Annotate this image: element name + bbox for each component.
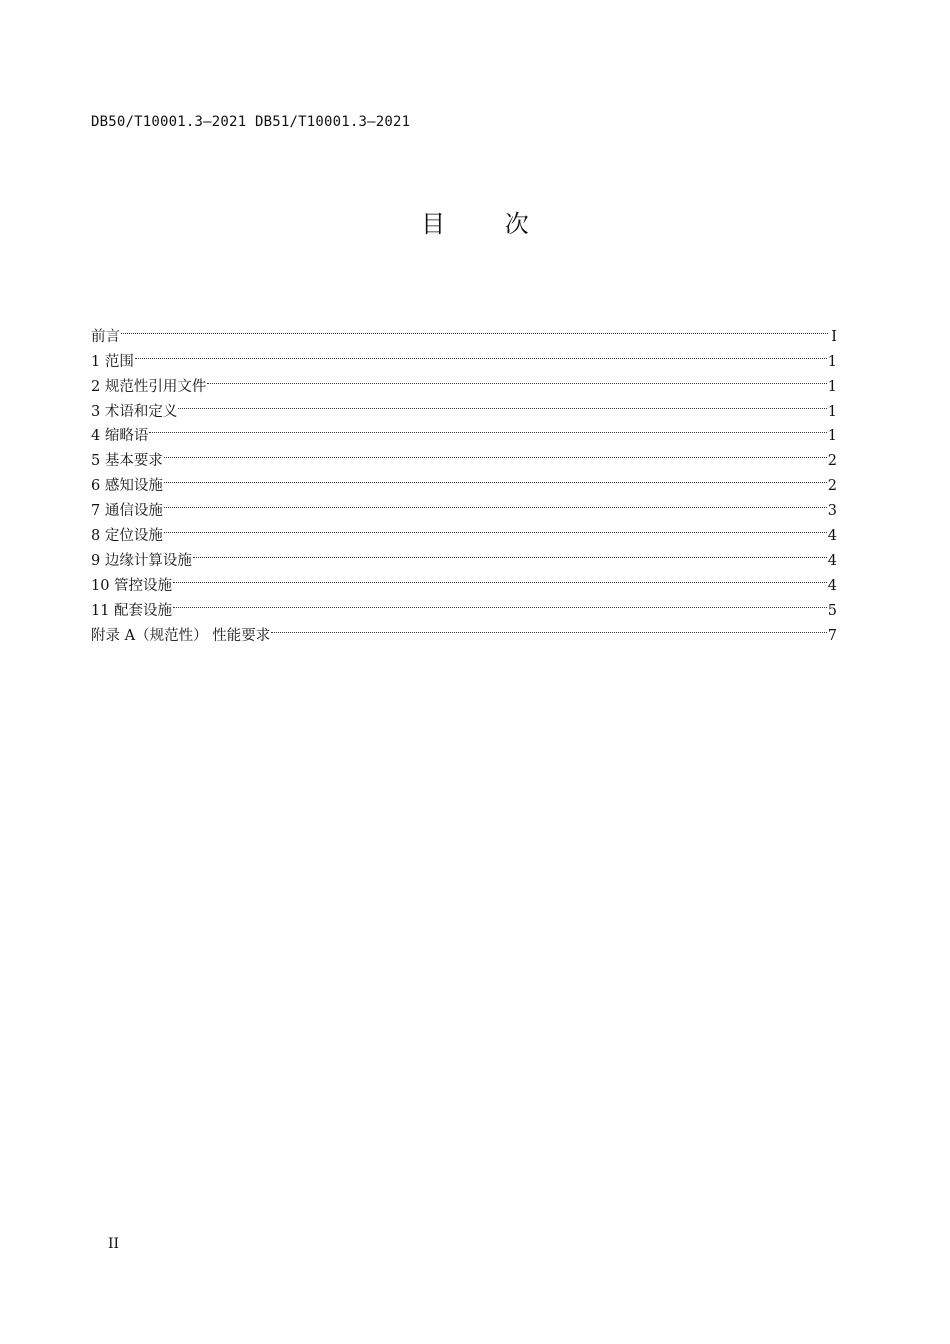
toc-item-page: 3 <box>827 503 837 520</box>
toc-item-page: 1 <box>827 428 837 445</box>
toc-item-page: 7 <box>827 627 837 644</box>
toc-item-appendix-a[interactable] <box>91 615 837 644</box>
toc-item-normative-references[interactable] <box>91 366 837 395</box>
toc-item-sensing-facilities[interactable] <box>91 465 837 495</box>
toc-dot-leader <box>271 615 827 640</box>
toc-item-label: 9 边缘计算设施 <box>91 552 192 569</box>
toc-item-page: I <box>831 328 837 345</box>
toc-item-label: 2 规范性引用文件 <box>91 378 207 395</box>
toc-dot-leader <box>193 540 827 565</box>
toc-dot-leader <box>149 416 826 441</box>
toc-dot-leader <box>164 440 827 465</box>
toc-dot-leader <box>178 391 826 416</box>
toc-dot-leader <box>121 316 828 341</box>
toc-dot-leader <box>135 341 827 366</box>
document-header: DB50/T10001.3—2021 DB51/T10001.3—2021 <box>91 114 411 130</box>
toc-item-page: 4 <box>827 528 837 545</box>
toc-dot-leader <box>173 590 827 615</box>
toc-item-label: 附录 A（规范性） 性能要求 <box>91 627 271 644</box>
toc-item-label: 8 定位设施 <box>91 528 163 545</box>
table-of-contents <box>91 316 837 644</box>
toc-item-control-facilities[interactable] <box>91 565 837 594</box>
toc-item-page: 4 <box>827 577 837 594</box>
toc-item-page: 2 <box>827 478 837 495</box>
toc-dot-leader <box>164 515 827 540</box>
toc-item-label: 3 术语和定义 <box>91 403 178 420</box>
toc-item-scope[interactable] <box>91 341 837 370</box>
toc-item-page: 1 <box>827 378 837 395</box>
toc-item-foreword[interactable] <box>91 316 837 345</box>
toc-item-label: 7 通信设施 <box>91 503 163 520</box>
toc-dot-leader <box>164 490 827 515</box>
toc-item-page: 1 <box>827 353 837 370</box>
toc-item-abbreviations[interactable] <box>91 416 837 445</box>
toc-item-label: 4 缩略语 <box>91 428 149 445</box>
toc-item-label: 10 管控设施 <box>91 577 173 594</box>
toc-item-communication-facilities[interactable] <box>91 490 837 520</box>
page-number: II <box>108 1236 120 1252</box>
toc-item-label: 1 范围 <box>91 353 134 370</box>
toc-dot-leader <box>173 565 827 590</box>
toc-item-page: 2 <box>827 453 837 470</box>
toc-item-label: 11 配套设施 <box>91 602 173 619</box>
toc-item-basic-requirements[interactable] <box>91 440 837 470</box>
toc-item-terms-definitions[interactable] <box>91 391 837 420</box>
toc-item-page: 5 <box>827 602 837 619</box>
page-title: 目 次 <box>421 210 555 238</box>
toc-item-supporting-facilities[interactable] <box>91 590 837 619</box>
toc-item-label: 5 基本要求 <box>91 453 163 470</box>
toc-dot-leader <box>207 366 826 391</box>
toc-item-edge-computing-facilities[interactable] <box>91 540 837 569</box>
toc-item-positioning-facilities[interactable] <box>91 515 837 545</box>
toc-dot-leader <box>164 465 827 490</box>
toc-item-label: 6 感知设施 <box>91 478 163 495</box>
toc-item-page: 1 <box>827 403 837 420</box>
toc-item-label: 前言 <box>91 328 120 345</box>
toc-item-page: 4 <box>827 552 837 569</box>
